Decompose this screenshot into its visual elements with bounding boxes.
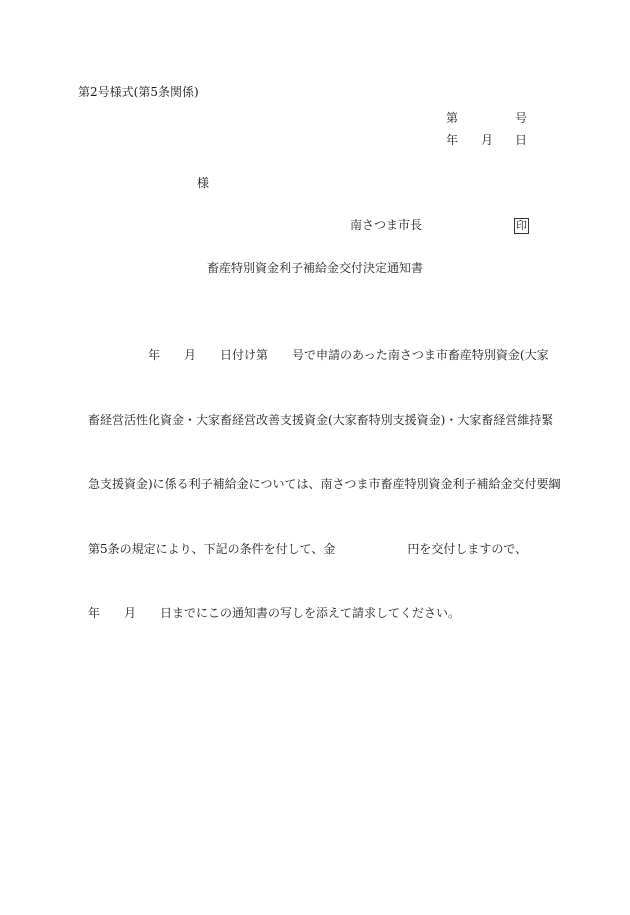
issuer-title: 南さつま市長 <box>350 218 423 232</box>
body-line-2: 畜経営活性化資金・大家畜経営改善支援資金(大家畜特別支援資金)・大家畜経営維持緊 <box>88 412 554 427</box>
body-line-3: 急支援資金)に係る利子補給金については、南さつま市畜産特別資金利子補給金交付要綱 <box>88 477 561 491</box>
form-number: 第2号様式(第5条関係) <box>78 85 199 99</box>
reference-number-prefix: 第 <box>446 111 459 125</box>
date-year-label: 年 <box>446 133 459 147</box>
seal-stamp-icon: 印 <box>516 219 527 232</box>
document-title: 畜産特別資金利子補給金交付決定通知書 <box>207 261 424 275</box>
date-month-label: 月 <box>481 133 494 147</box>
reference-number-suffix: 号 <box>515 111 528 125</box>
date-day-label: 日 <box>515 133 528 147</box>
addressee-suffix: 様 <box>197 176 210 190</box>
body-line-4: 第5条の規定により、下記の条件を付して、金 円を交付しますので、 <box>88 541 528 556</box>
notice-body <box>88 302 561 646</box>
body-line-5: 年 月 日までにこの通知書の写しを添えて請求してください。 <box>88 606 461 620</box>
body-line-1: 年 月 日付け第 号で申請のあった南さつま市畜産特別資金(大家 <box>148 348 549 362</box>
seal-mark <box>514 218 529 234</box>
